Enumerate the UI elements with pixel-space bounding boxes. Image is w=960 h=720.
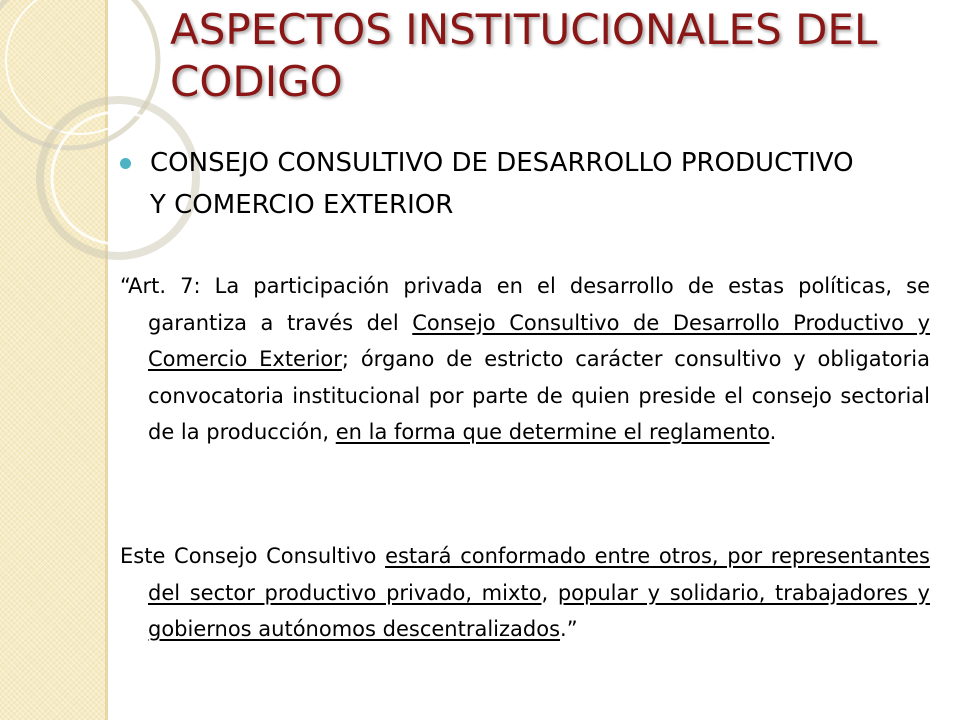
para2-text-3: .” — [560, 617, 578, 641]
slide-title: ASPECTOS INSTITUCIONALES DEL CODIGO — [170, 5, 878, 106]
para1-text-3: . — [769, 420, 777, 444]
para1-text-1: “Art. 7: La participación privada en el desarrollo de estas políticas, se garantiza a través del — [120, 274, 930, 335]
para2-text-1: Este Consejo Consultivo — [120, 544, 386, 568]
para1-underlined-2: en la forma que determine el reglamento — [335, 420, 770, 444]
para1-text-2: ; órgano de estricto carácter consultivo y obligatoria convocatoria institucional por parte de quien preside el consejo sectorial de la producción, — [148, 347, 930, 444]
bullet-text: CONSEJO CONSULTIVO DE DESARROLLO PRODUCTIVO Y COMERCIO EXTERIOR — [150, 148, 854, 220]
para1-underlined-1: Consejo Consultivo de Desarrollo Productivo y Comercio Exterior — [148, 310, 930, 371]
article-7-paragraph — [120, 268, 930, 451]
bullet-dot-icon — [120, 158, 131, 169]
para2-underlined-1: estará conformado entre otros, por representantes del sector productivo privado, mixto — [148, 544, 930, 605]
para2-text-2: , — [541, 580, 558, 605]
consejo-paragraph — [120, 538, 930, 648]
para2-underlined-2: popular y solidario, trabajadores y gobiernos autónomos descentralizados — [148, 580, 930, 641]
